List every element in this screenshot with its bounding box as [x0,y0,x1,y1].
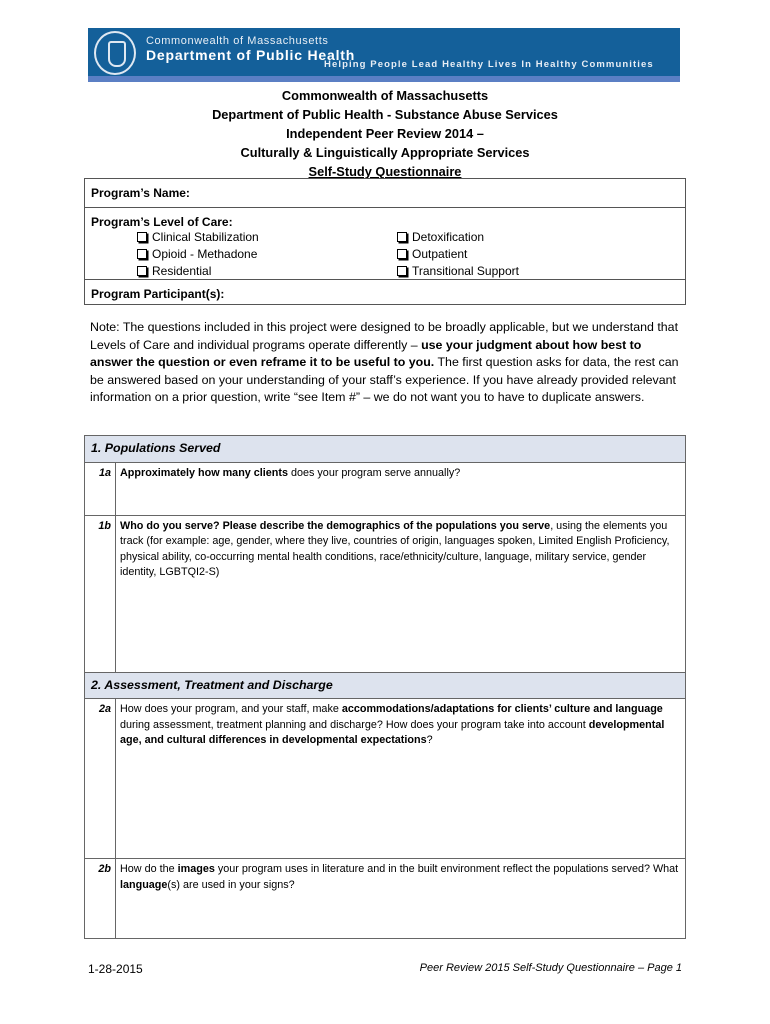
checkbox-icon [397,266,407,276]
checkbox-label: Detoxification [412,230,485,244]
q-text: does your program serve annually? [288,466,461,479]
program-info-box [84,178,686,305]
checkbox-outpatient[interactable] [397,246,597,263]
section-1-table [84,435,686,939]
checkbox-icon [137,232,147,242]
checkbox-label: Residential [152,264,212,278]
checkbox-label: Clinical Stabilization [152,230,259,244]
checkbox-transitional-support[interactable] [397,263,597,280]
q-bold: Who do you serve? Please describe the demographics of the populations you serve [120,519,551,532]
section-header: 2. Assessment, Treatment and Discharge [85,672,686,699]
checkbox-residential[interactable] [137,263,397,280]
title-line: Commonwealth of Massachusetts [281,88,489,103]
checkbox-icon [137,266,147,276]
question-row [85,462,686,515]
q-text: your program uses in literature and in the built environment reflect the populations served? What [214,863,679,875]
level-of-care-label: Program’s Level of Care: [91,215,233,229]
title-line: Self-Study Questionnaire [308,164,462,179]
q-text: (s) are used in your signs? [167,878,295,891]
checkbox-icon [397,249,407,259]
checkbox-clinical-stabilization[interactable] [137,229,397,246]
checkbox-icon [137,249,147,259]
checkbox-label: Outpatient [412,247,468,261]
note-text: Note: The questions included in this project were designed to be broadly applicable, but we understand that Levels of Care and individual programs operate differently – [90,320,679,352]
banner-tagline: Helping People Lead Healthy Lives In Healthy Communities [324,59,654,70]
note-paragraph [90,319,686,407]
question-number: 1a [85,462,116,515]
checkbox-label: Transitional Support [412,264,519,278]
q-bold: accommodations/adaptations for clients’ culture and language [341,703,663,715]
q-bold: Approximately how many clients [120,466,288,479]
question-2b[interactable] [116,859,686,939]
q-bold: images [177,863,215,875]
q-text: How do the [120,863,178,875]
document-title [0,86,770,181]
question-2a[interactable] [116,699,686,859]
footer-page: Peer Review 2015 Self-Study Questionnaire – Page 1 [419,962,682,974]
title-line: Department of Public Health - Substance Abuse Services [212,107,558,122]
question-number: 2a [85,699,116,859]
note-text: The first question asks for data, the rest can be answered based on your understanding of your staff’s experience. If you have already provided relevant information on a prior question, write “see Item #” – we do not want you to have to duplicate answers. [90,355,679,405]
note-emphasis: use your judgment about how best to answer the question or even reframe it to be useful to you. [90,337,642,370]
checkbox-icon [397,232,407,242]
q-text: How does your program, and your staff, make [120,703,342,715]
question-row [85,859,686,939]
checkbox-label: Opioid - Methadone [152,247,258,261]
q-text: during assessment, treatment planning and discharge? How does your program take into account [120,718,589,731]
footer-date: 1-28-2015 [88,962,143,976]
question-1a[interactable] [116,462,686,515]
title-line: Culturally & Linguistically Appropriate Services [240,145,530,160]
banner-commonwealth: Commonwealth of Massachusetts [146,35,329,47]
banner-department: Department of Public Health [146,47,356,63]
question-row [85,699,686,859]
q-text: , using the elements you track (for example: age, gender, where they live, countries of origin, languages spoken, Limited English Proficiency, physical ability, co-occurring mental health conditions, race/ethnicity/culture, language, military service, gender identity, LGBTQI2-S) [120,519,670,578]
question-number: 1b [85,515,116,672]
section-header: 1. Populations Served [85,436,686,463]
question-number: 2b [85,859,116,939]
massachusetts-seal-icon [94,31,136,75]
q-bold: developmental age, and cultural differences in developmental expectations [120,718,665,746]
program-name-label: Program’s Name: [91,186,190,200]
dph-banner [88,28,680,82]
question-row [85,515,686,672]
title-line: Independent Peer Review 2014 – [286,126,484,141]
checkbox-opioid-methadone[interactable] [137,246,397,263]
q-bold: language [120,878,168,891]
checkbox-detoxification[interactable] [397,229,597,246]
q-text: ? [426,734,433,746]
participants-label: Program Participant(s): [91,287,225,301]
banner-stripe [88,76,680,82]
question-1b[interactable] [116,515,686,672]
